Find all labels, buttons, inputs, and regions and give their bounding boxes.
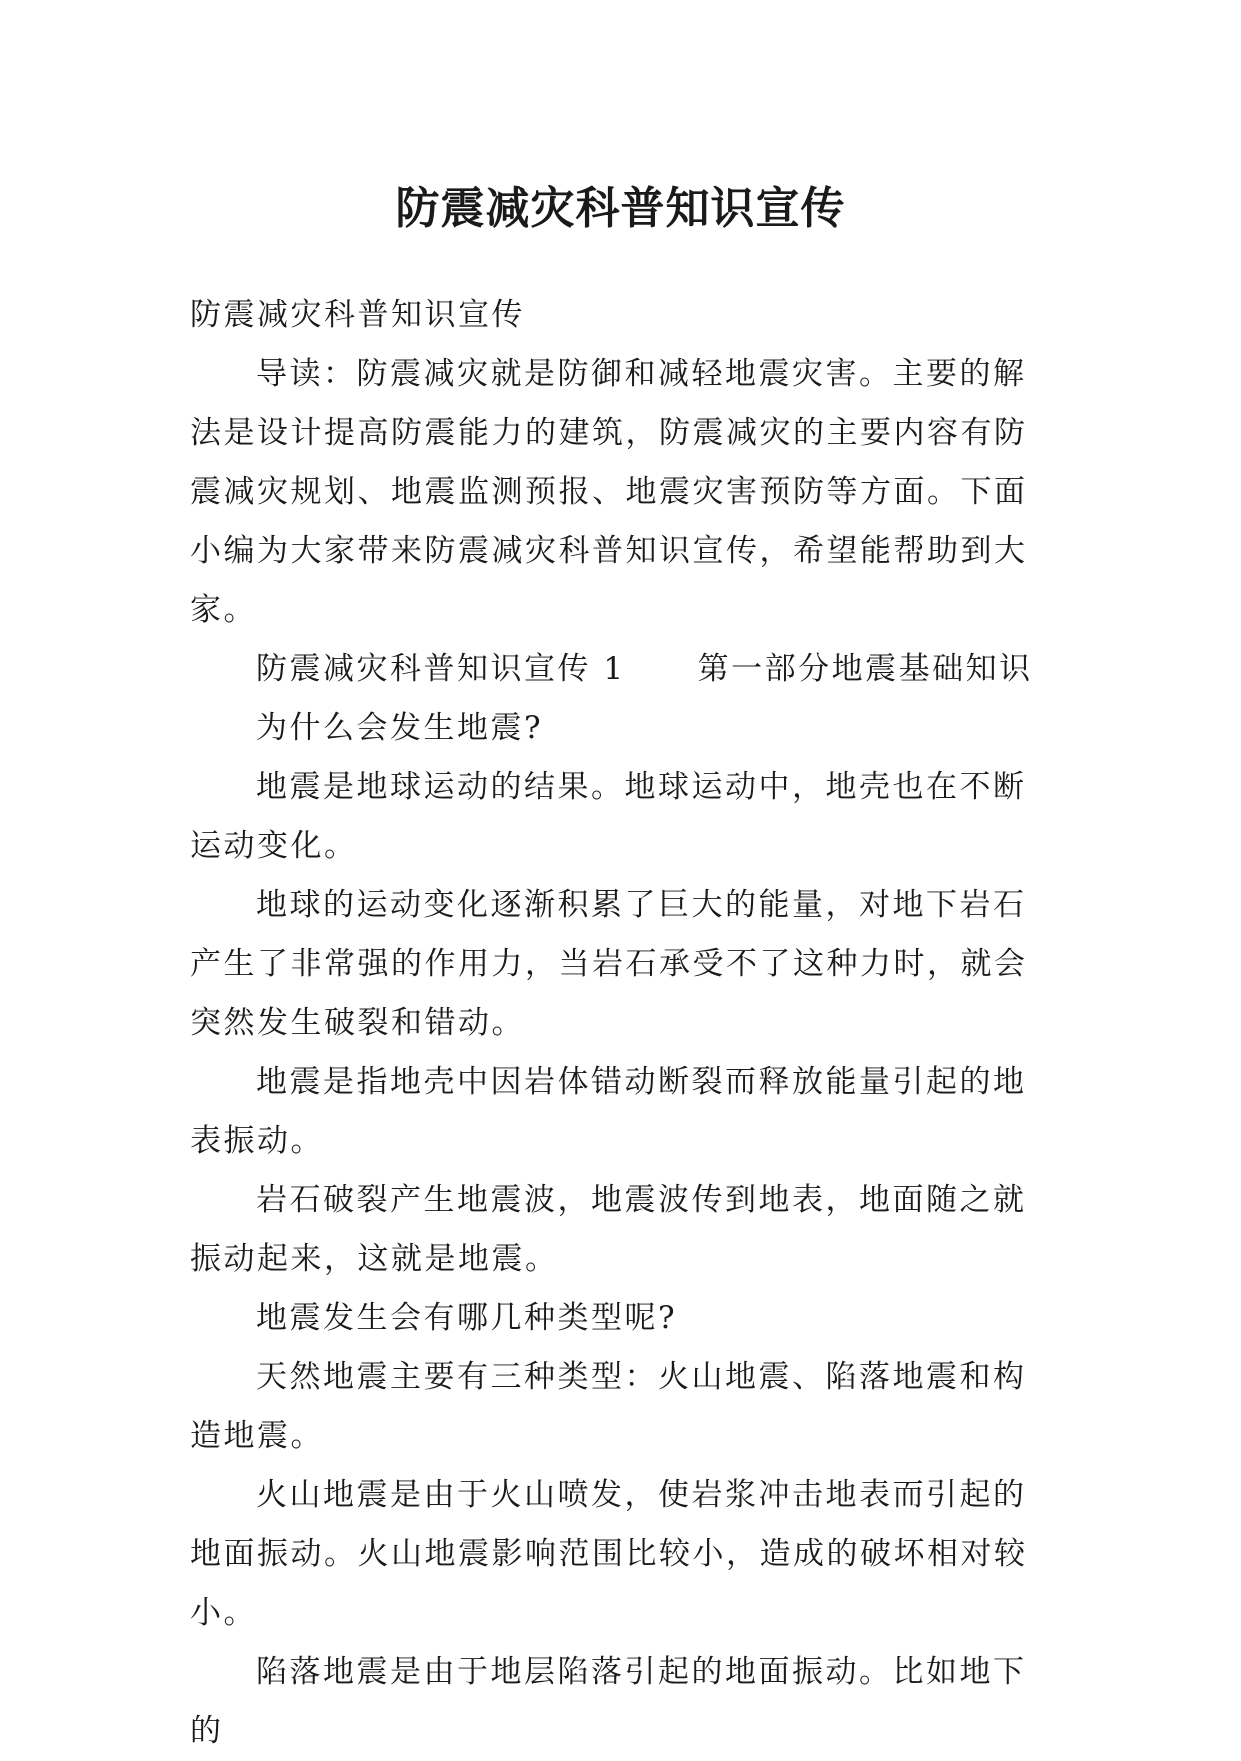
document-title: 防震减灾科普知识宣传 [395,183,846,235]
document-body [190,286,1052,1761]
intro-paragraph: 导读：防震减灾就是防御和减轻地震灾害。主要的解法是设计提高防震能力的建筑，防震减灾的主要内容有防震减灾规划、地震监测预报、地震灾害预防等方面。下面小编为大家带来防震减灾科普知识宣传，希望能帮助到大家。 [190,356,1028,628]
question-why-earthquake: 为什么会发生地震? [256,710,544,746]
section-heading-right: 第一部分地震基础知识 [697,651,1033,687]
paragraph-volcanic-earthquake: 火山地震是由于火山喷发，使岩浆冲击地表而引起的地面振动。火山地震影响范围比较小，造成的破坏相对较小。 [190,1477,1028,1631]
paragraph-earth-motion: 地震是地球运动的结果。地球运动中，地壳也在不断运动变化。 [190,769,1027,864]
paragraph-seismic-waves: 岩石破裂产生地震波，地震波传到地表，地面随之就振动起来，这就是地震。 [190,1182,1027,1277]
paragraph-earthquake-definition: 地震是指地壳中因岩体错动断裂而释放能量引起的地表振动。 [190,1064,1027,1159]
section-heading [190,640,1052,699]
paragraph-collapse-earthquake: 陷落地震是由于地层陷落引起的地面振动。比如地下的 [190,1654,1027,1749]
section-heading-left: 防震减灾科普知识宣传 1 [256,651,626,687]
paragraph-three-types: 天然地震主要有三种类型：火山地震、陷落地震和构造地震。 [190,1359,1027,1454]
document-subtitle: 防震减灾科普知识宣传 [190,297,525,333]
question-earthquake-types: 地震发生会有哪几种类型呢? [256,1300,678,1336]
paragraph-energy-accumulation: 地球的运动变化逐渐积累了巨大的能量，对地下岩石产生了非常强的作用力，当岩石承受不了这种力时，就会突然发生破裂和错动。 [190,887,1028,1041]
